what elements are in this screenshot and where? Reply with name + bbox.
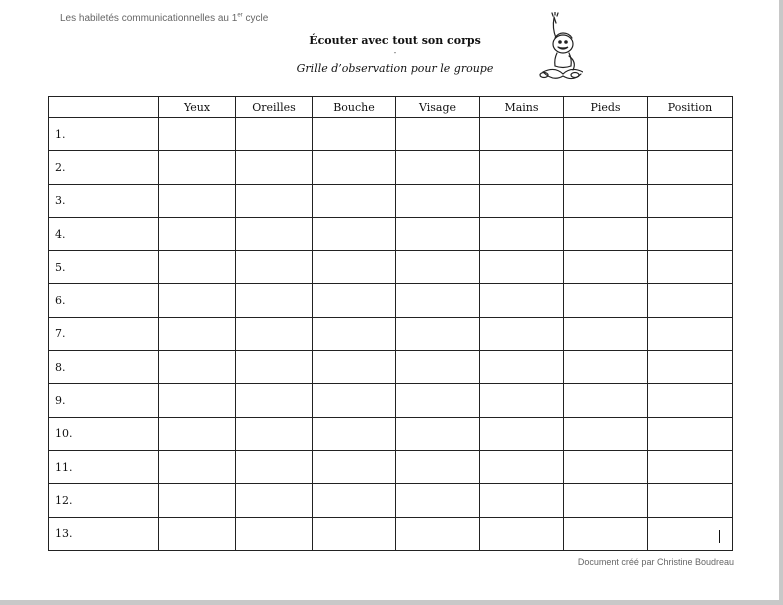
observation-cell[interactable] <box>480 384 564 417</box>
observation-cell[interactable] <box>313 517 396 550</box>
observation-cell[interactable] <box>313 417 396 450</box>
observation-cell[interactable] <box>564 417 648 450</box>
observation-cell[interactable] <box>564 251 648 284</box>
observation-cell[interactable] <box>236 351 313 384</box>
observation-cell[interactable] <box>396 284 480 317</box>
observation-cell[interactable] <box>648 384 733 417</box>
column-header: Bouche <box>313 97 396 118</box>
observation-cell[interactable] <box>648 284 733 317</box>
observation-cell[interactable] <box>396 484 480 517</box>
text-cursor <box>719 530 720 543</box>
observation-cell[interactable] <box>159 251 236 284</box>
observation-cell[interactable] <box>396 118 480 151</box>
observation-cell[interactable] <box>396 151 480 184</box>
footer-credit: Document créé par Christine Boudreau <box>577 557 734 567</box>
observation-cell[interactable] <box>564 217 648 250</box>
observation-cell[interactable] <box>396 450 480 483</box>
observation-cell[interactable] <box>564 151 648 184</box>
row-number-cell: 1. <box>49 118 159 151</box>
table-row <box>49 384 733 417</box>
observation-cell[interactable] <box>480 351 564 384</box>
document-subtitle: Grille d’observation pour le groupe <box>296 62 494 75</box>
table-row <box>49 317 733 350</box>
row-number-cell: 11. <box>49 450 159 483</box>
observation-cell[interactable] <box>159 151 236 184</box>
observation-cell[interactable] <box>159 450 236 483</box>
table-row <box>49 484 733 517</box>
observation-cell[interactable] <box>648 118 733 151</box>
observation-cell[interactable] <box>236 384 313 417</box>
observation-cell[interactable] <box>159 217 236 250</box>
observation-cell[interactable] <box>564 384 648 417</box>
observation-cell[interactable] <box>159 184 236 217</box>
row-number-cell: 10. <box>49 417 159 450</box>
column-header: Pieds <box>564 97 648 118</box>
observation-cell[interactable] <box>313 384 396 417</box>
observation-cell[interactable] <box>480 284 564 317</box>
table-row <box>49 118 733 151</box>
row-number-cell: 5. <box>49 251 159 284</box>
observation-cell[interactable] <box>564 517 648 550</box>
column-header: Visage <box>396 97 480 118</box>
observation-cell[interactable] <box>648 351 733 384</box>
observation-cell[interactable] <box>480 184 564 217</box>
observation-cell[interactable] <box>313 450 396 483</box>
table-row <box>49 184 733 217</box>
observation-cell[interactable] <box>159 351 236 384</box>
observation-cell[interactable] <box>236 251 313 284</box>
column-header: Yeux <box>159 97 236 118</box>
observation-cell[interactable] <box>480 151 564 184</box>
observation-cell[interactable] <box>564 317 648 350</box>
document-title: Écouter avec tout son corps <box>309 34 481 47</box>
observation-cell[interactable] <box>313 184 396 217</box>
table-row <box>49 251 733 284</box>
observation-cell[interactable] <box>648 484 733 517</box>
row-number-cell: 2. <box>49 151 159 184</box>
table-row <box>49 284 733 317</box>
table-row <box>49 417 733 450</box>
header-note-suffix: cycle <box>242 13 269 24</box>
observation-cell[interactable] <box>480 484 564 517</box>
observation-cell[interactable] <box>648 151 733 184</box>
observation-cell[interactable] <box>480 517 564 550</box>
observation-cell[interactable] <box>396 351 480 384</box>
observation-cell[interactable] <box>480 317 564 350</box>
observation-cell[interactable] <box>480 417 564 450</box>
row-number-cell: 7. <box>49 317 159 350</box>
observation-cell[interactable] <box>313 217 396 250</box>
observation-cell[interactable] <box>396 217 480 250</box>
observation-cell[interactable] <box>564 284 648 317</box>
observation-cell[interactable] <box>236 217 313 250</box>
observation-cell[interactable] <box>236 484 313 517</box>
observation-cell[interactable] <box>648 317 733 350</box>
observation-cell[interactable] <box>396 384 480 417</box>
row-number-cell: 3. <box>49 184 159 217</box>
observation-cell[interactable] <box>159 517 236 550</box>
table-row <box>49 517 733 550</box>
observation-cell[interactable] <box>313 484 396 517</box>
observation-cell[interactable] <box>396 517 480 550</box>
observation-cell[interactable] <box>564 184 648 217</box>
observation-cell[interactable] <box>313 151 396 184</box>
observation-cell[interactable] <box>236 184 313 217</box>
observation-cell[interactable] <box>159 317 236 350</box>
row-number-cell: 8. <box>49 351 159 384</box>
observation-cell[interactable] <box>313 118 396 151</box>
observation-cell[interactable] <box>236 317 313 350</box>
observation-cell[interactable] <box>648 417 733 450</box>
observation-cell[interactable] <box>236 284 313 317</box>
observation-cell[interactable] <box>648 251 733 284</box>
observation-cell[interactable] <box>396 184 480 217</box>
observation-cell[interactable] <box>564 118 648 151</box>
observation-grid <box>48 96 733 551</box>
header-row <box>49 97 733 118</box>
observation-cell[interactable] <box>648 184 733 217</box>
table-row <box>49 217 733 250</box>
observation-cell[interactable] <box>236 450 313 483</box>
observation-cell[interactable] <box>313 351 396 384</box>
header-cell-blank <box>49 97 159 118</box>
observation-cell[interactable] <box>648 450 733 483</box>
column-header: Mains <box>480 97 564 118</box>
row-number-cell: 6. <box>49 284 159 317</box>
header-note-text: Les habiletés communicationnelles au 1 <box>60 13 238 24</box>
header-note-superscript: er <box>237 12 243 19</box>
table-row <box>49 151 733 184</box>
observation-cell[interactable] <box>564 450 648 483</box>
column-header: Position <box>648 97 733 118</box>
observation-cell[interactable] <box>313 284 396 317</box>
observation-cell[interactable] <box>480 217 564 250</box>
window-edge-right <box>779 0 783 605</box>
observation-cell[interactable] <box>159 118 236 151</box>
title-separator: - <box>393 48 397 57</box>
window-edge-bottom <box>0 600 783 605</box>
row-number-cell: 9. <box>49 384 159 417</box>
observation-cell[interactable] <box>480 450 564 483</box>
observation-cell[interactable] <box>236 517 313 550</box>
observation-cell[interactable] <box>648 217 733 250</box>
observation-cell[interactable] <box>236 118 313 151</box>
header-note <box>60 13 268 24</box>
observation-cell[interactable] <box>480 118 564 151</box>
row-number-cell: 13. <box>49 517 159 550</box>
row-number-cell: 4. <box>49 217 159 250</box>
observation-cell[interactable] <box>396 251 480 284</box>
observation-cell[interactable] <box>396 317 480 350</box>
observation-cell[interactable] <box>236 417 313 450</box>
row-number-cell: 12. <box>49 484 159 517</box>
observation-cell[interactable] <box>236 151 313 184</box>
observation-cell[interactable] <box>480 251 564 284</box>
observation-cell[interactable] <box>159 384 236 417</box>
observation-cell[interactable] <box>159 284 236 317</box>
observation-cell[interactable] <box>564 351 648 384</box>
child-mascot-icon <box>535 12 583 84</box>
observation-cell[interactable] <box>159 484 236 517</box>
column-header: Oreilles <box>236 97 313 118</box>
observation-cell[interactable] <box>564 484 648 517</box>
observation-cell[interactable] <box>313 251 396 284</box>
observation-cell[interactable] <box>159 417 236 450</box>
table-row <box>49 351 733 384</box>
table-row <box>49 450 733 483</box>
observation-cell[interactable] <box>313 317 396 350</box>
observation-cell[interactable] <box>396 417 480 450</box>
